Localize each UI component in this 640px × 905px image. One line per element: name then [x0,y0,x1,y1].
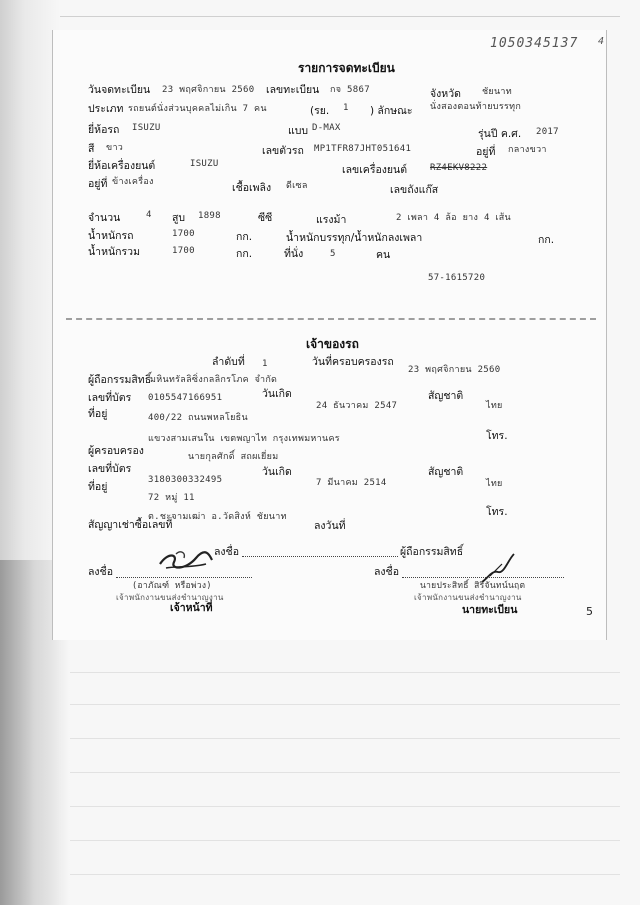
gas-tank-label: เลขถังแก๊ส [390,184,439,196]
possessor-birth-label: วันเกิด [262,466,292,478]
holder-value: มหินทรัลลิซิ่งกลลิกรโภค จำกัด [150,375,278,385]
officer-sign-label: ลงชื่อ [88,566,113,578]
possessor-birth-value: 7 มีนาคม 2514 [316,478,387,488]
rs-label: (รย. [310,105,330,117]
reg-no-label: เลขทะเบียน [266,84,320,96]
blank-rule [70,704,620,705]
year-value: 2017 [536,127,559,137]
lease-label: สัญญาเช่าซื้อเลขที่ [88,519,173,531]
type-value: รถยนต์นั่งส่วนบุคคลไม่เกิน 7 คน [128,104,267,114]
possessor-addr2-value: ต.ชะจามเฒ่า อ.วัดสิงห์ ชัยนาท [148,512,287,522]
holder-id-label: เลขที่บัตร [88,392,132,404]
chassis-label: เลขตัวรถ [262,145,304,157]
chassis-value: MP1TFR87JHT051641 [314,144,412,154]
brand-label: ยี่ห้อรถ [88,124,120,136]
officer-role: เจ้าหน้าที่ [170,602,213,614]
holder-nation-label: สัญชาติ [428,390,464,402]
owner-title: เจ้าของรถ [306,337,359,351]
holder-addr-value: 400/22 ถนนพหลโยธิน [148,413,248,423]
fuel-label: เชื้อเพลิง [232,182,272,194]
blank-rule [70,840,620,841]
load-label: น้ำหนักบรรทุก/น้ำหนักลงเพลา [286,232,423,244]
engine-location-label: อยู่ที่ [88,178,108,190]
horsepower-label: แรงม้า [316,214,347,226]
blank-rule [70,874,620,875]
officer-name: (อาภัณฑ์ หรือพ่วง) [132,581,212,591]
holder-id-value: 0105547166951 [148,393,223,403]
possessor-phone-label: โทร. [486,506,508,518]
officer-signature-icon [156,546,216,576]
registration-title: รายการจดทะเบียน [298,61,395,75]
cc-value: 1898 [198,211,221,221]
holder-nation-value: ไทย [486,401,503,411]
weight-label: น้ำหนักรถ [88,230,134,242]
holder-addr-label: ที่อยู่ [88,408,108,420]
holder-birth-value: 24 ธันวาคม 2547 [316,401,398,411]
paste-seam [66,318,596,320]
weight-value: 1700 [172,229,195,239]
doc-code: 57-1615720 [428,273,486,283]
page-number: 5 [586,605,593,618]
axle-value: 2 เพลา 4 ล้อ ยาง 4 เส้น [396,213,512,223]
color-label: สี [88,143,95,155]
engine-location-value: ข้างเครื่อง [112,177,154,187]
possessor-label: ผู้ครอบครอง [88,445,144,457]
count-value: 4 [146,210,152,220]
registrar-sign-label: ลงชื่อ [374,566,399,578]
color-value: ขาว [106,143,124,153]
blank-rule [70,806,620,807]
officer-sign-line [116,577,252,578]
officer-title: เจ้าพนักงานขนส่งชำนาญงาน [116,593,224,602]
holder-sign-label: ลงชื่อ [214,546,239,558]
reg-date-value: 23 พฤศจิกายน 2560 [162,85,255,95]
possessor-nation-value: ไทย [486,479,503,489]
corner-mark: 4 [598,36,606,47]
rs-value: 1 [343,103,349,113]
weight-unit: กก. [236,231,253,243]
seats-label: ที่นั่ง [284,248,304,260]
cc-label: ซีซี [258,212,273,224]
order-value: 1 [262,359,268,369]
holder-label: ผู้ถือกรรมสิทธิ์ [88,374,152,386]
blank-rule [70,738,620,739]
load-unit: กก. [538,234,555,246]
possessor-value: นายกุลศักดิ์ สถผเยี่ยม [188,452,279,462]
registrar-name: นายประสิทธิ์ สิริจันทน์นฤต [420,581,526,591]
model-label: แบบ [288,125,309,137]
possessor-nation-label: สัญชาติ [428,466,464,478]
province-label: จังหวัด [430,88,461,100]
seats-unit: คน [376,249,391,261]
registrar-title: เจ้าพนักงานขนส่งชำนาญงาน [414,593,522,602]
total-weight-label: น้ำหนักรวม [88,246,140,258]
possessor-id-label: เลขที่บัตร [88,463,132,475]
possessor-id-value: 3180300332495 [148,475,223,485]
handwritten-doc-number: 1050345137 [490,36,579,51]
seats-value: 5 [330,249,336,259]
holder-addr2-value: แขวงสามเสนใน เขตพญาไท กรุงเทพมหานคร [148,434,340,444]
total-weight-unit: กก. [236,248,253,260]
brand-value: ISUZU [132,123,161,133]
province-value: ชัยนาท [482,87,513,97]
lease-date-label: ลงวันที่ [314,520,346,532]
location-value: กลางขวา [508,145,547,155]
reg-no-value: กจ 5867 [330,85,370,95]
holder-birth-label: วันเกิด [262,388,292,400]
year-label: รุ่นปี ค.ศ. [478,128,522,140]
engine-brand-value: ISUZU [190,159,219,169]
blank-rule [70,772,620,773]
order-label: ลำดับที่ [212,356,245,368]
engine-no-value: RZ4EKV8222 [430,163,488,173]
engine-no-label: เลขเครื่องยนต์ [342,164,408,176]
character-value: นั่งสองตอนท้ายบรรทุก [430,102,522,112]
location-label: อยู่ที่ [476,146,496,158]
total-weight-value: 1700 [172,246,195,256]
blank-rule [70,672,620,673]
registrar-role: นายทะเบียน [462,604,518,616]
own-date-value: 23 พฤศจิกายน 2560 [408,365,501,375]
reg-date-label: วันจดทะเบียน [88,84,151,96]
cylinder-label: สูบ [172,212,186,224]
scan-top-rule [60,16,620,17]
model-value: D-MAX [312,123,341,133]
holder-phone-label: โทร. [486,430,508,442]
rs-close-label: ) ลักษณะ [370,105,413,117]
type-label: ประเภท [88,103,124,115]
fuel-value: ดีเซล [286,181,308,191]
holder-sign-line [242,556,398,557]
possessor-addr-label: ที่อยู่ [88,481,108,493]
engine-brand-label: ยี่ห้อเครื่องยนต์ [88,160,156,172]
count-label: จำนวน [88,212,121,224]
own-date-label: วันที่ครอบครองรถ [312,356,394,368]
holder-sign-title: ผู้ถือกรรมสิทธิ์ [400,546,464,558]
possessor-addr-value: 72 หมู่ 11 [148,493,195,503]
